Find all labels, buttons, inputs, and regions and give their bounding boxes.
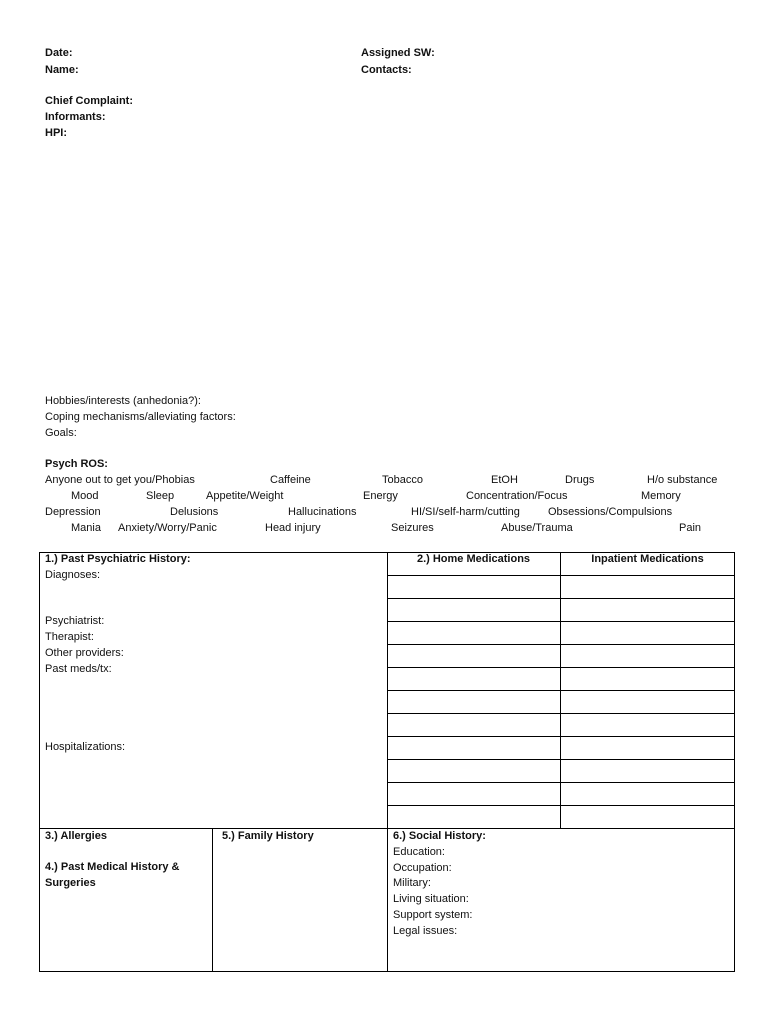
allergies-title: 3.) Allergies — [45, 830, 107, 842]
hospitalizations-label: Hospitalizations: — [45, 741, 126, 753]
hpi-label: HPI: — [45, 127, 67, 139]
ros-item: Sleep — [146, 490, 175, 502]
ros-item: Anyone out to get you/Phobias — [45, 474, 195, 486]
psychiatrist-label: Psychiatrist: — [45, 615, 105, 627]
support-system-label: Support system: — [393, 909, 473, 921]
ros-item: Obsessions/Compulsions — [548, 506, 673, 518]
military-label: Military: — [393, 877, 431, 889]
education-label: Education: — [393, 846, 445, 858]
ros-item: HI/SI/self-harm/cutting — [411, 506, 520, 518]
ros-item: Hallucinations — [288, 506, 357, 518]
ros-item: Depression — [45, 506, 101, 518]
chief-complaint-label: Chief Complaint: — [45, 95, 133, 107]
ros-item: Delusions — [170, 506, 219, 518]
ros-item: Pain — [679, 522, 702, 534]
name-label: Name: — [45, 64, 79, 76]
ros-item: Drugs — [565, 474, 595, 486]
contacts-label: Contacts: — [361, 64, 412, 76]
goals-label: Goals: — [45, 427, 77, 439]
ros-item: EtOH — [491, 474, 518, 486]
occupation-label: Occupation: — [393, 862, 452, 874]
psych-history-title: 1.) Past Psychiatric History: — [45, 553, 191, 565]
past-medical-history-title: 4.) Past Medical History & — [45, 861, 180, 873]
psych-ros-title: Psych ROS: — [45, 458, 108, 470]
ros-item: Seizures — [391, 522, 434, 534]
home-medications-header: 2.) Home Medications — [416, 553, 531, 565]
assigned-sw-label: Assigned SW: — [361, 47, 435, 59]
coping-label: Coping mechanisms/alleviating factors: — [45, 411, 236, 423]
ros-item: Energy — [363, 490, 398, 502]
past-meds-label: Past meds/tx: — [45, 663, 112, 675]
diagnoses-label: Diagnoses: — [45, 569, 101, 581]
social-history-title: 6.) Social History: — [393, 830, 486, 842]
ros-item: Tobacco — [382, 474, 423, 486]
ros-item: Memory — [641, 490, 681, 502]
inpatient-medications-header: Inpatient Medications — [591, 553, 704, 565]
family-history-title: 5.) Family History — [222, 830, 314, 842]
ros-item: Head injury — [265, 522, 321, 534]
ros-item: Mania — [71, 522, 101, 534]
surgeries-title: Surgeries — [45, 877, 96, 889]
ros-item: Mood — [71, 490, 99, 502]
ros-item: Anxiety/Worry/Panic — [118, 522, 217, 534]
ros-item: Caffeine — [270, 474, 311, 486]
other-providers-label: Other providers: — [45, 647, 124, 659]
ros-item: Appetite/Weight — [206, 490, 284, 502]
legal-issues-label: Legal issues: — [393, 925, 458, 937]
living-situation-label: Living situation: — [393, 893, 469, 905]
therapist-label: Therapist: — [45, 631, 94, 643]
informants-label: Informants: — [45, 111, 106, 123]
ros-item: H/o substance — [647, 474, 718, 486]
ros-item: Concentration/Focus — [466, 490, 568, 502]
ros-item: Abuse/Trauma — [501, 522, 573, 534]
hobbies-label: Hobbies/interests (anhedonia?): — [45, 395, 201, 407]
date-label: Date: — [45, 47, 73, 59]
